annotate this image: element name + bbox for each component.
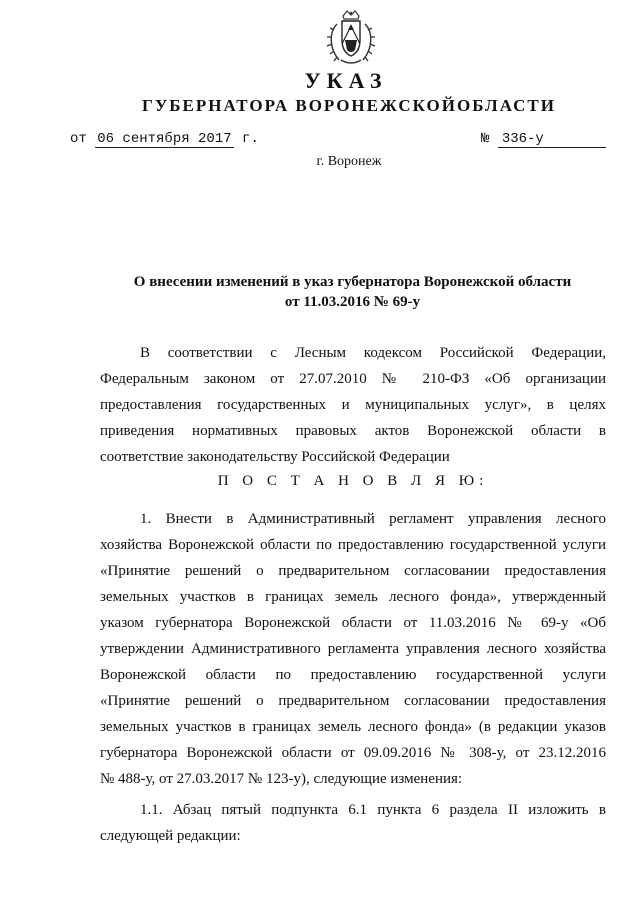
text-line: следующей редакции: (100, 828, 241, 844)
text-line: № 488-у, от 27.03.2017 № 123-у), следующие изменения: (100, 771, 463, 787)
number-line (481, 131, 606, 148)
text-line: указом губернатора Воронежской области от 11.03.2016 № 69-у «Об (100, 615, 606, 631)
text-line: Федеральным законом от 27.07.2010 № 210-ФЗ «Об организации (100, 371, 606, 387)
text-line: предоставления государственных и муниципальных услуг», в целях (100, 397, 606, 413)
date-line (70, 131, 259, 148)
preamble-paragraph (100, 340, 606, 470)
text-line: хозяйства Воронежской области по предоставлению государственной услуги (100, 537, 606, 553)
text-line: Воронежской области по предоставлению государственной услуги (100, 667, 606, 683)
text-line: земельных участков в границах земель лесного фонда» (в редакции указов (100, 719, 606, 735)
text-line: соответствие законодательству Российской Федерации (100, 449, 450, 465)
text-line: В соответствии с Лесным кодексом Российской Федерации, (140, 345, 606, 361)
text-line: 1. Внести в Административный регламент управления лесного (140, 511, 606, 527)
city-name: г. Воронеж (316, 154, 382, 169)
number-prefix: № (481, 131, 490, 147)
number-value: 336-у (498, 131, 606, 148)
coat-of-arms-icon (323, 10, 379, 68)
point-1-paragraph (100, 506, 606, 792)
decree-title: УКАЗ (304, 68, 388, 93)
document-subject-line: от 11.03.2016 № 69-у (284, 294, 421, 310)
date-suffix: г. (242, 131, 259, 147)
text-line: 1.1. Абзац пятый подпункта 6.1 пункта 6 раздела II изложить в (140, 802, 606, 818)
text-line: земельных участков в границах земель лесного фонда», утвержденный (100, 589, 606, 605)
text-line: губернатора Воронежской области от 09.09.2016 № 308-у, от 23.12.2016 (100, 745, 606, 761)
point-1-1-paragraph (100, 797, 606, 849)
decree-word: П О С Т А Н О В Л Я Ю: (217, 473, 489, 489)
date-prefix: от (70, 131, 87, 147)
text-line: приведения нормативных правовых актов Воронежской области в (100, 423, 606, 439)
text-line: «Принятие решений о предварительном согласовании предоставления (100, 693, 606, 709)
text-line: утверждении Административного регламента управления лесного хозяйства (100, 641, 606, 657)
date-value: 06 сентября 2017 (97, 131, 232, 147)
document-subject (100, 272, 605, 312)
document-subject-line: О внесении изменений в указ губернатора Воронежской области (133, 274, 572, 290)
text-line: «Принятие решений о предварительном согласовании предоставления (100, 563, 606, 579)
issuer-title: ГУБЕРНАТОРА ВОРОНЕЖСКОЙОБЛАСТИ (142, 96, 556, 115)
